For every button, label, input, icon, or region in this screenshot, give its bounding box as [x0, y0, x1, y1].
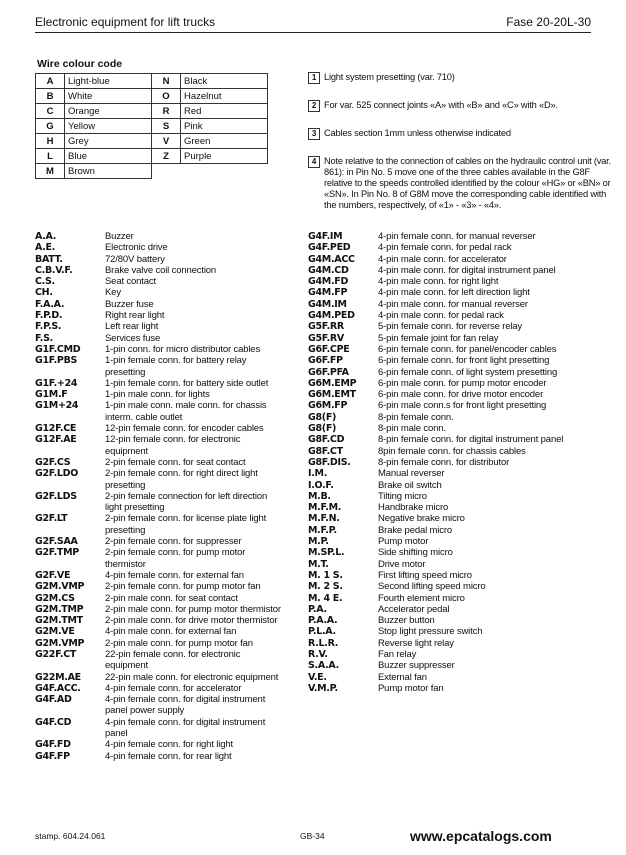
abbreviation-row — [35, 491, 285, 514]
abbreviation-row — [35, 231, 285, 242]
note-item — [308, 100, 614, 111]
abbreviation-code: G2F.CS — [35, 456, 71, 468]
abbreviation-description: 2-pin female conn. for right direct light presetting — [105, 468, 258, 491]
abbreviation-description: 4-pin female conn. for pedal rack — [378, 242, 512, 254]
colour-letter: B — [36, 89, 65, 104]
note-item — [308, 72, 614, 83]
page-header — [35, 10, 591, 33]
wire-colour-title: Wire colour code — [37, 58, 123, 70]
abbreviation-description: 8-pin female conn. for digital instrument panel — [378, 434, 564, 446]
colour-letter: O — [152, 89, 181, 104]
abbreviation-code: G2M.TMT — [35, 615, 83, 627]
abbreviation-description: 4-pin female conn. for digital instrument panel — [105, 716, 266, 740]
abbreviation-code: G4M.FD — [308, 276, 349, 288]
abbreviation-description: Buzzer — [105, 231, 134, 242]
abbreviation-description: 12-pin female conn. for encoder cables — [105, 423, 264, 435]
abbreviation-description: Buzzer suppresser — [378, 660, 455, 672]
colour-letter: L — [36, 149, 65, 164]
abbreviation-code: I.O.F. — [308, 479, 334, 491]
abbreviation-code: F.P.D. — [35, 310, 63, 322]
abbreviation-code: G22F.CT — [35, 648, 77, 660]
abbreviation-code: A.A. — [35, 231, 57, 242]
abbreviation-row — [35, 604, 285, 615]
note-text: For var. 525 connect joints «A» with «B» and «C» with «D». — [324, 100, 558, 110]
abbreviation-description: 4-pin female conn. for external fan — [105, 569, 244, 581]
abbreviation-row — [35, 276, 285, 287]
abbreviation-row — [308, 468, 593, 479]
note-number-box: 2 — [308, 100, 320, 112]
abbreviation-description: 8-pin female conn. for distributor — [378, 456, 510, 468]
abbreviation-row — [308, 367, 593, 378]
colour-letter: Z — [152, 149, 181, 164]
note-text: Light system presetting (var. 710) — [324, 72, 455, 82]
abbreviation-code: G6M.EMP — [308, 377, 357, 389]
colour-letter: H — [36, 134, 65, 149]
abbreviation-code: S.A.A. — [308, 660, 339, 672]
abbreviation-row — [308, 423, 593, 434]
abbreviation-row — [308, 287, 593, 298]
abbreviation-description: 22-pin female conn. for electronic equipment — [105, 648, 241, 672]
abbreviation-description: 2-pin female conn. for pump motor fan — [105, 581, 261, 593]
abbreviation-description: 5-pin female joint for fan relay — [378, 332, 499, 344]
abbreviation-description: Drive motor — [378, 558, 426, 570]
abbreviation-code: G4F.ACC. — [35, 682, 81, 694]
note-text: Note relative to the connection of cables on the hydraulic control unit (var. 861): in Pin No. 5 move one of the three cables available in the G8F relative to the speeds controlled identified by the colour «HG» or «BN» or «SN». In Pin No. 8 of G8M move the corresponding cable identified with the numbers, respectively, of «1» - «3» - «4». — [324, 156, 611, 210]
colour-name: Brown — [65, 164, 152, 179]
colour-code-row — [36, 149, 268, 164]
abbreviation-code: A.E. — [35, 242, 56, 254]
abbreviation-row — [35, 355, 285, 378]
abbreviation-code: F.A.A. — [35, 298, 65, 310]
abbreviation-row — [35, 570, 285, 581]
abbreviation-row — [35, 694, 285, 717]
abbreviation-code: G6M.FP — [308, 400, 348, 412]
abbreviation-description: Stop light pressure switch — [378, 626, 483, 638]
abbreviation-row — [35, 672, 285, 683]
abbreviation-description: Electronic drive — [105, 242, 168, 254]
colour-code-row — [36, 119, 268, 134]
abbreviation-code: M.T. — [308, 558, 329, 570]
abbreviation-description: 2-pin male conn. for pump motor fan — [105, 637, 253, 649]
abbreviation-row — [308, 254, 593, 265]
abbreviation-description: Right rear light — [105, 310, 165, 322]
abbreviation-row — [35, 468, 285, 491]
abbreviation-row — [308, 446, 593, 457]
abbreviation-description: First lifting speed micro — [378, 569, 472, 581]
abbreviation-code: P.L.A. — [308, 626, 336, 638]
abbreviation-description: Buzzer fuse — [105, 298, 154, 310]
note-item — [308, 156, 614, 211]
abbreviation-code: G4F.FD — [35, 739, 71, 751]
abbreviation-code: M. 2 S. — [308, 581, 343, 593]
abbreviation-description: Manual reverser — [378, 468, 445, 480]
abbreviation-row — [35, 615, 285, 626]
abbreviation-row — [35, 378, 285, 389]
abbreviation-row — [35, 287, 285, 298]
abbreviation-row — [35, 457, 285, 468]
abbreviation-description: 4-pin female conn. for rear light — [105, 750, 232, 762]
abbreviation-row — [308, 536, 593, 547]
abbreviation-code: G8F.DIS. — [308, 456, 351, 468]
abbreviation-row — [308, 400, 593, 411]
colour-letter: C — [36, 104, 65, 119]
abbreviation-list-right — [308, 231, 593, 694]
abbreviation-row — [308, 299, 593, 310]
abbreviation-code: G6F.PFA — [308, 366, 349, 378]
abbreviation-row — [35, 434, 285, 457]
colour-name: Red — [181, 104, 268, 119]
colour-letter: M — [36, 164, 65, 179]
abbreviation-code: R.V. — [308, 648, 328, 660]
abbreviation-description: 2-pin female connection for left direction light presetting — [105, 490, 268, 514]
abbreviation-code: G2F.LDO — [35, 468, 79, 480]
abbreviation-row — [308, 570, 593, 581]
abbreviation-row — [308, 378, 593, 389]
abbreviation-description: 1-pin female conn. for battery side outlet — [105, 377, 269, 389]
abbreviation-code: G4M.PED — [308, 310, 355, 322]
abbreviation-code: G1F.+24 — [35, 377, 78, 389]
abbreviation-row — [308, 457, 593, 468]
abbreviation-code: G5F.RV — [308, 332, 344, 344]
abbreviation-code: G4M.CD — [308, 264, 349, 276]
abbreviation-description: 8pin female conn. for chassis cables — [378, 445, 526, 457]
abbreviation-description: Fan relay — [378, 648, 417, 660]
abbreviation-row — [308, 626, 593, 637]
colour-name: Hazelnut — [181, 89, 268, 104]
abbreviation-description: Second lifting speed micro — [378, 581, 486, 593]
abbreviation-row — [308, 615, 593, 626]
abbreviation-row — [35, 638, 285, 649]
abbreviation-description: Tilting micro — [378, 490, 427, 502]
abbreviation-code: G2M.CS — [35, 592, 75, 604]
abbreviation-code: G1F.CMD — [35, 343, 81, 355]
abbreviation-code: G8F.CT — [308, 445, 343, 457]
abbreviation-code: G12F.CE — [35, 423, 77, 435]
abbreviation-code: G1M.F — [35, 389, 68, 401]
abbreviation-code: M.B. — [308, 490, 331, 502]
abbreviation-code: F.S. — [35, 332, 53, 344]
abbreviation-description: Handbrake micro — [378, 502, 449, 514]
abbreviation-description: 4-pin male conn. for right light — [378, 276, 499, 288]
abbreviation-description: 6-pin male conn. for drive motor encoder — [378, 389, 544, 401]
note-number-box: 4 — [308, 156, 320, 168]
abbreviation-description: 6-pin male conn.s for front light presetting — [378, 400, 547, 412]
abbreviation-code: G4F.CD — [35, 716, 72, 728]
abbreviation-row — [35, 265, 285, 276]
footer-stamp: stamp. 604.24.061 — [35, 831, 106, 841]
abbreviation-row — [35, 717, 285, 740]
note-number-box: 1 — [308, 72, 320, 84]
abbreviation-description: 4-pin female conn. for manual reverser — [378, 231, 536, 242]
abbreviation-row — [308, 434, 593, 445]
abbreviation-description: 4-pin female conn. for right light — [105, 739, 233, 751]
abbreviation-description: 2-pin female conn. for license plate light presetting — [105, 513, 267, 536]
abbreviation-description: Brake pedal micro — [378, 524, 453, 536]
abbreviation-row — [308, 491, 593, 502]
abbreviation-row — [308, 333, 593, 344]
abbreviation-code: G1M+24 — [35, 400, 79, 412]
abbreviation-description: Negative brake micro — [378, 513, 465, 525]
abbreviation-row — [35, 254, 285, 265]
abbreviation-row — [35, 400, 285, 423]
abbreviation-code: G4M.IM — [308, 298, 347, 310]
colour-name: Orange — [65, 104, 152, 119]
abbreviation-description: Accelerator pedal — [378, 603, 450, 615]
abbreviation-row — [308, 242, 593, 253]
abbreviation-code: G12F.AE — [35, 434, 77, 446]
abbreviation-row — [308, 389, 593, 400]
abbreviation-description: 2-pin male conn. for drive motor thermistor — [105, 615, 278, 627]
abbreviation-code: V.E. — [308, 671, 327, 683]
abbreviation-code: CH. — [35, 287, 53, 299]
abbreviation-description: 8-pin male conn. — [378, 423, 446, 435]
abbreviation-code: G6M.EMT — [308, 389, 356, 401]
abbreviation-code: G2F.SAA — [35, 536, 78, 548]
abbreviation-row — [35, 242, 285, 253]
abbreviation-row — [35, 513, 285, 536]
abbreviation-description: 4-pin male conn. for left direction light — [378, 287, 530, 299]
abbreviation-description: 6-pin female conn. for panel/encoder cables — [378, 343, 557, 355]
colour-name: White — [65, 89, 152, 104]
abbreviation-code: G5F.RR — [308, 321, 344, 333]
abbreviation-row — [35, 423, 285, 434]
abbreviation-description: 72/80V battery — [105, 253, 165, 265]
abbreviation-description: 4-pin female conn. for accelerator — [105, 682, 242, 694]
abbreviation-code: G4F.AD — [35, 694, 72, 706]
colour-code-table — [35, 73, 268, 179]
abbreviation-row — [308, 581, 593, 592]
abbreviation-code: G2F.LT — [35, 513, 68, 525]
colour-letter: V — [152, 134, 181, 149]
abbreviation-row — [35, 751, 285, 762]
note-text: Cables section 1mm unless otherwise indicated — [324, 128, 511, 138]
abbreviation-code: F.P.S. — [35, 321, 62, 333]
abbreviation-description: 2-pin male conn. for seat contact — [105, 592, 238, 604]
abbreviation-description: Pump motor — [378, 536, 429, 548]
abbreviation-code: G6F.CPE — [308, 343, 350, 355]
abbreviation-code: M.F.N. — [308, 513, 340, 525]
colour-code-row — [36, 134, 268, 149]
abbreviation-row — [308, 276, 593, 287]
abbreviation-row — [35, 389, 285, 400]
colour-name: Purple — [181, 149, 268, 164]
abbreviation-code: G4F.PED — [308, 242, 351, 254]
abbreviation-description: 4-pin male conn. for accelerator — [378, 253, 507, 265]
abbreviation-code: M. 1 S. — [308, 569, 343, 581]
abbreviation-row — [308, 683, 593, 694]
abbreviation-code: G4M.FP — [308, 287, 348, 299]
abbreviation-code: M.SP.L. — [308, 547, 345, 559]
abbreviation-row — [35, 344, 285, 355]
abbreviation-description: 4-pin male conn. for pedal rack — [378, 310, 504, 322]
abbreviation-code: G4F.IM — [308, 231, 343, 242]
colour-letter: A — [36, 74, 65, 89]
colour-letter: N — [152, 74, 181, 89]
abbreviation-description: 6-pin female conn. of light system presetting — [378, 366, 558, 378]
abbreviation-code: G8(F) — [308, 423, 337, 435]
abbreviation-code: G8(F) — [308, 411, 337, 423]
colour-code-row — [36, 74, 268, 89]
abbreviation-description: Brake oil switch — [378, 479, 442, 491]
abbreviation-description: 1-pin female conn. for battery relay presetting — [105, 355, 247, 378]
abbreviation-description: 2-pin female conn. for seat contact — [105, 456, 246, 468]
note-number-box: 3 — [308, 128, 320, 140]
header-title: Electronic equipment for lift trucks — [35, 15, 216, 29]
abbreviation-row — [308, 480, 593, 491]
abbreviation-description: 22-pin male conn. for electronic equipment — [105, 671, 279, 683]
abbreviation-description: 2-pin female conn. for pump motor thermistor — [105, 547, 246, 570]
abbreviation-row — [308, 344, 593, 355]
abbreviation-description: Key — [105, 287, 121, 299]
abbreviation-row — [35, 333, 285, 344]
abbreviation-description: 4-pin male conn. for digital instrument panel — [378, 264, 556, 276]
abbreviation-description: 1-pin male conn. for lights — [105, 389, 210, 401]
abbreviation-description: 5-pin female conn. for reverse relay — [378, 321, 523, 333]
abbreviation-code: M.F.P. — [308, 524, 337, 536]
header-model: Fase 20-20L-30 — [506, 15, 591, 29]
abbreviation-code: G4F.FP — [35, 750, 70, 762]
abbreviation-code: BATT. — [35, 253, 63, 265]
abbreviation-row — [308, 502, 593, 513]
abbreviation-description: Pump motor fan — [378, 682, 444, 694]
colour-letter: G — [36, 119, 65, 134]
colour-name: Black — [181, 74, 268, 89]
abbreviation-description: 2-pin female conn. for suppresser — [105, 536, 242, 548]
abbreviation-code: G2M.VMP — [35, 581, 85, 593]
abbreviation-code: G2M.TMP — [35, 603, 84, 615]
abbreviation-description: Brake valve coil connection — [105, 264, 217, 276]
abbreviation-row — [308, 604, 593, 615]
abbreviation-row — [308, 649, 593, 660]
abbreviation-row — [35, 581, 285, 592]
abbreviation-row — [308, 593, 593, 604]
abbreviation-description: Side shifting micro — [378, 547, 453, 559]
abbreviation-description: 6-pin female conn. for front light presetting — [378, 355, 550, 367]
abbreviation-row — [35, 547, 285, 570]
abbreviation-description: Services fuse — [105, 332, 161, 344]
colour-name: Green — [181, 134, 268, 149]
abbreviation-code: G2F.TMP — [35, 547, 79, 559]
abbreviation-description: 4-pin male conn. for manual reverser — [378, 298, 528, 310]
abbreviation-row — [308, 660, 593, 671]
abbreviation-code: G2F.VE — [35, 569, 71, 581]
abbreviation-description: 4-pin male conn. for external fan — [105, 626, 237, 638]
footer-page-number: GB-34 — [300, 831, 325, 841]
abbreviation-code: G1F.PBS — [35, 355, 78, 367]
abbreviation-description: 2-pin male conn. for pump motor thermistor — [105, 603, 281, 615]
abbreviation-description: Reverse light relay — [378, 637, 454, 649]
abbreviation-row — [35, 649, 285, 672]
abbreviation-row — [308, 513, 593, 524]
abbreviation-description: Seat contact — [105, 276, 157, 288]
abbreviation-description: 1-pin male conn. male conn. for chassis interm. cable outlet — [105, 400, 267, 423]
colour-code-row — [36, 89, 268, 104]
abbreviation-row — [35, 626, 285, 637]
abbreviation-code: I.M. — [308, 468, 328, 480]
colour-code-row — [36, 164, 268, 179]
abbreviation-row — [35, 683, 285, 694]
abbreviation-row — [308, 559, 593, 570]
abbreviation-row — [308, 638, 593, 649]
abbreviation-code: M.P. — [308, 536, 329, 548]
abbreviation-row — [35, 536, 285, 547]
colour-name: Light-blue — [65, 74, 152, 89]
abbreviation-code: R.L.R. — [308, 637, 339, 649]
abbreviation-row — [308, 321, 593, 332]
colour-name: Blue — [65, 149, 152, 164]
colour-name: Grey — [65, 134, 152, 149]
note-item — [308, 128, 614, 139]
abbreviation-code: G2M.VE — [35, 626, 75, 638]
abbreviation-row — [308, 310, 593, 321]
abbreviation-description: 8-pin female conn. — [378, 411, 454, 423]
abbreviation-row — [35, 321, 285, 332]
abbreviation-code: G2F.LDS — [35, 490, 77, 502]
abbreviation-row — [308, 412, 593, 423]
abbreviation-row — [308, 672, 593, 683]
abbreviation-code: P.A.A. — [308, 615, 338, 627]
abbreviation-code: G22M.AE — [35, 671, 81, 683]
colour-letter: R — [152, 104, 181, 119]
footer-watermark: www.epcatalogs.com — [410, 828, 552, 844]
colour-name: Yellow — [65, 119, 152, 134]
abbreviation-code: C.S. — [35, 276, 55, 288]
abbreviation-code: P.A. — [308, 603, 327, 615]
abbreviation-code: C.B.V.F. — [35, 264, 73, 276]
abbreviation-row — [35, 310, 285, 321]
abbreviation-description: 12-pin female conn. for electronic equipment — [105, 434, 241, 457]
abbreviation-row — [35, 299, 285, 310]
abbreviation-row — [308, 265, 593, 276]
abbreviation-description: 4-pin female conn. for digital instrument panel power supply — [105, 694, 266, 717]
abbreviation-description: Fourth element micro — [378, 592, 465, 604]
abbreviation-description: 1-pin conn. for micro distributor cables — [105, 343, 261, 355]
abbreviation-list-left — [35, 231, 285, 762]
abbreviation-code: G2M.VMP — [35, 637, 85, 649]
colour-letter: S — [152, 119, 181, 134]
abbreviation-code: M.F.M. — [308, 502, 342, 514]
abbreviation-description: External fan — [378, 671, 427, 683]
abbreviation-description: 6-pin male conn. for pump motor encoder — [378, 377, 547, 389]
abbreviation-code: G6F.FP — [308, 355, 343, 367]
abbreviation-description: Left rear light — [105, 321, 159, 333]
abbreviation-code: G8F.CD — [308, 434, 345, 446]
colour-code-row — [36, 104, 268, 119]
abbreviation-code: V.M.P. — [308, 682, 338, 694]
abbreviation-row — [308, 525, 593, 536]
abbreviation-description: Buzzer button — [378, 615, 435, 627]
abbreviation-code: M. 4 E. — [308, 592, 343, 604]
colour-name: Pink — [181, 119, 268, 134]
abbreviation-code: G4M.ACC — [308, 253, 355, 265]
abbreviation-row — [308, 355, 593, 366]
abbreviation-row — [35, 739, 285, 750]
abbreviation-row — [308, 547, 593, 558]
abbreviation-row — [308, 231, 593, 242]
abbreviation-row — [35, 593, 285, 604]
